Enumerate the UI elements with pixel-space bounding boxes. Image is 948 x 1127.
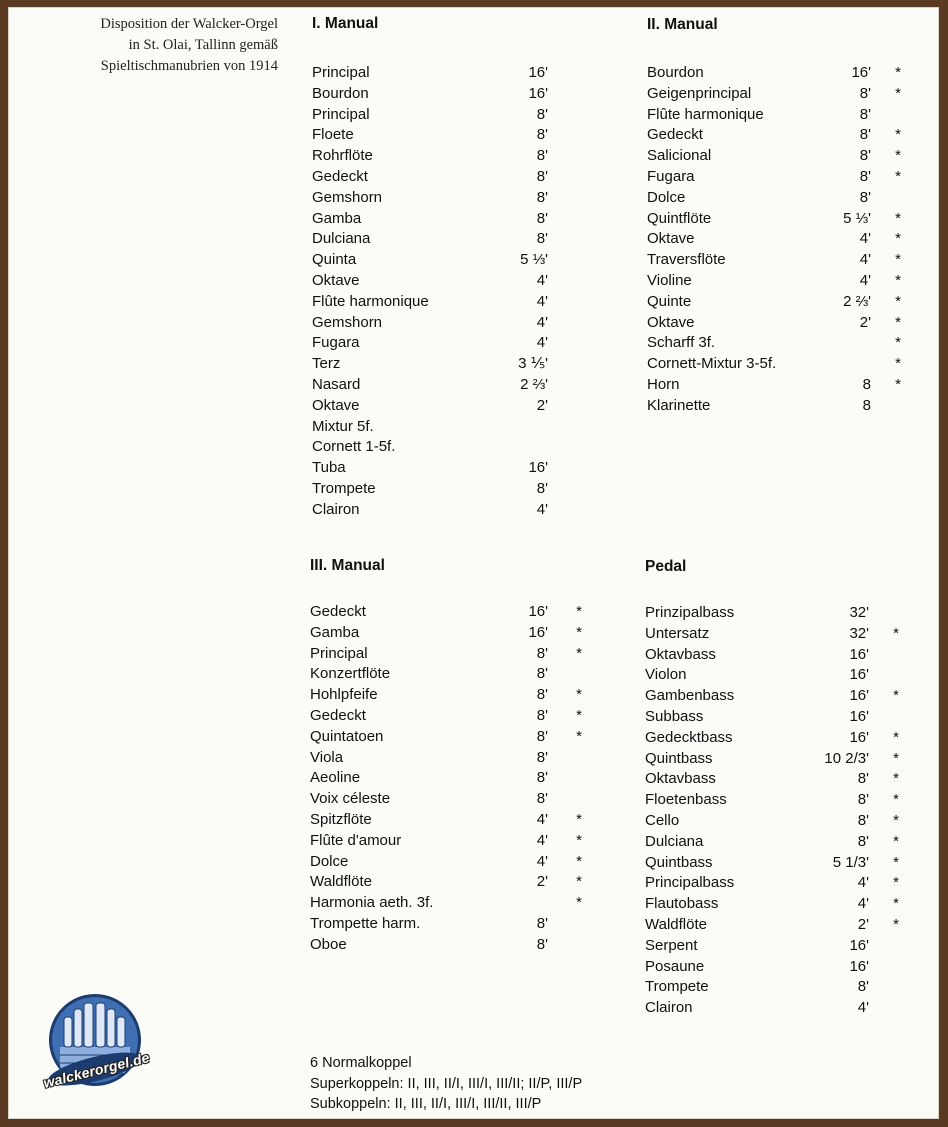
stop-name: Floete	[312, 126, 354, 144]
stop-footage: 8'	[857, 978, 869, 996]
stop-name: Gedecktbass	[645, 728, 733, 746]
stop-row	[647, 84, 901, 105]
stop-name: Violon	[645, 666, 687, 684]
stop-asterisk: *	[895, 334, 901, 352]
stop-name: Scharff 3f.	[647, 334, 716, 352]
stop-footage: 2 ⅔'	[520, 375, 548, 393]
caption-line: Disposition der Walcker-Orgel	[100, 16, 278, 32]
stop-footage: 16'	[849, 666, 869, 684]
stop-footage: 8'	[859, 188, 871, 206]
coupler-line: Subkoppeln: II, III, II/I, III/I, III/II, III/P	[310, 1096, 542, 1112]
stop-footage: 8'	[536, 790, 548, 808]
stop-footage: 4'	[536, 831, 548, 849]
stop-asterisk: *	[895, 375, 901, 393]
stop-row	[647, 188, 871, 209]
stop-name: Gedeckt	[312, 167, 368, 185]
stop-row	[312, 63, 548, 84]
manual-1-section	[312, 14, 548, 518]
stop-footage: 4'	[859, 271, 871, 289]
stop-name: Dolce	[647, 188, 686, 206]
stop-name: Rohrflöte	[312, 147, 373, 165]
stop-asterisk: *	[893, 895, 899, 913]
stop-asterisk: *	[895, 209, 901, 227]
stop-name: Bourdon	[647, 64, 704, 81]
stop-footage: 8'	[536, 748, 548, 766]
stop-row	[645, 665, 869, 686]
stop-footage: 4'	[857, 895, 869, 913]
stop-row	[312, 105, 548, 126]
section-title: Pedal	[645, 558, 687, 575]
stop-row	[312, 188, 548, 209]
stop-footage: 8'	[536, 914, 548, 932]
stop-row	[647, 354, 901, 375]
stop-asterisk: *	[895, 271, 901, 289]
stop-name: Oktave	[647, 313, 695, 331]
stop-asterisk: *	[895, 292, 901, 310]
stop-footage: 8'	[536, 706, 548, 724]
stop-row	[312, 333, 548, 354]
stop-row	[310, 685, 582, 706]
stop-footage: 4'	[859, 230, 871, 248]
stop-row	[312, 292, 548, 313]
stop-name: Violine	[647, 271, 692, 289]
stop-row	[645, 790, 899, 811]
stop-asterisk: *	[576, 831, 582, 849]
stop-row	[310, 602, 582, 623]
stop-footage: 4'	[536, 313, 548, 331]
stop-footage: 32'	[849, 604, 869, 621]
stop-row	[645, 977, 869, 998]
stop-row	[312, 396, 548, 417]
stop-row	[312, 458, 548, 479]
stop-footage: 3 ⅕'	[518, 355, 548, 373]
stop-footage: 4'	[536, 334, 548, 352]
stop-name: Bourdon	[312, 84, 369, 102]
stop-asterisk: *	[895, 84, 901, 102]
stop-row	[647, 167, 901, 188]
stop-footage: 4'	[536, 292, 548, 310]
stop-footage: 2'	[536, 873, 548, 891]
stop-name: Tuba	[312, 459, 346, 477]
stop-footage: 8'	[536, 105, 548, 123]
stop-row	[647, 209, 901, 230]
stop-name: Quintatoen	[310, 727, 384, 745]
stop-asterisk: *	[893, 811, 899, 829]
coupler-line: 6 Normalkoppel	[310, 1055, 412, 1071]
stop-asterisk: *	[893, 687, 899, 705]
stop-name: Harmonia aeth. 3f.	[310, 894, 434, 912]
stop-footage: 16'	[849, 728, 869, 746]
stop-footage: 10 2/3'	[824, 749, 869, 767]
stop-row	[647, 229, 901, 250]
stop-asterisk: *	[893, 915, 899, 933]
stop-name: Cornett-Mixtur 3-5f.	[647, 355, 777, 373]
stop-row	[310, 748, 548, 769]
stop-name: Oktavbass	[645, 770, 716, 788]
caption-line: Spieltischmanubrien von 1914	[100, 58, 278, 74]
stop-asterisk: *	[576, 644, 582, 662]
stop-name: Flûte harmonique	[312, 292, 429, 310]
stop-name: Oktave	[312, 271, 360, 289]
stop-asterisk: *	[895, 313, 901, 331]
stop-name: Viola	[310, 748, 344, 766]
stop-footage: 2'	[859, 313, 871, 331]
stop-name: Cello	[645, 811, 680, 829]
stop-name: Clairon	[645, 999, 693, 1017]
stop-asterisk: *	[893, 791, 899, 809]
stop-row	[647, 63, 901, 84]
stop-row	[645, 936, 869, 957]
stop-footage: 16'	[528, 459, 548, 477]
stop-footage: 16'	[528, 84, 548, 102]
stop-name: Posaune	[645, 957, 705, 975]
stop-row	[312, 167, 548, 188]
caption-line: in St. Olai, Tallinn gemäß	[128, 37, 278, 53]
stop-name: Salicional	[647, 147, 712, 165]
stop-row	[647, 375, 901, 396]
couplers-block	[310, 1053, 582, 1115]
stop-name: Gemshorn	[312, 313, 383, 331]
stop-footage: 8'	[859, 167, 871, 185]
stop-footage: 5 1/3'	[832, 853, 869, 871]
stop-footage: 4'	[857, 999, 869, 1017]
stop-name: Gambenbass	[645, 687, 735, 705]
stop-row	[645, 998, 869, 1019]
manual-3-section	[310, 556, 590, 953]
stop-footage: 8	[862, 396, 871, 414]
stop-row	[645, 749, 899, 770]
stop-asterisk: *	[576, 810, 582, 828]
stop-asterisk: *	[893, 832, 899, 850]
stop-footage: 8'	[536, 126, 548, 144]
stop-row	[310, 810, 582, 831]
stop-name: Konzertflöte	[310, 665, 391, 683]
stop-asterisk: *	[576, 727, 582, 745]
stop-asterisk: *	[893, 728, 899, 746]
stop-name: Flûte harmonique	[647, 105, 764, 123]
section-title: I. Manual	[312, 15, 379, 32]
stop-asterisk: *	[893, 624, 899, 642]
stop-row	[647, 333, 901, 354]
stop-name: Oktavbass	[645, 645, 716, 663]
stop-footage: 8'	[536, 727, 548, 745]
stop-name: Cornett 1-5f.	[312, 438, 396, 456]
pedal-section	[645, 557, 913, 1017]
stop-row	[310, 644, 582, 665]
stop-row	[312, 500, 548, 521]
stop-row	[645, 832, 899, 853]
stop-name: Subbass	[645, 707, 704, 725]
stop-row	[312, 354, 548, 375]
stop-footage: 8'	[857, 832, 869, 850]
stop-footage: 8'	[859, 147, 871, 165]
stop-asterisk: *	[576, 894, 582, 912]
stop-name: Gemshorn	[312, 188, 383, 206]
stop-asterisk: *	[576, 706, 582, 724]
stop-name: Quintbass	[645, 749, 713, 767]
stop-name: Principal	[312, 105, 370, 123]
stop-list	[310, 602, 582, 956]
stop-name: Gamba	[310, 623, 360, 641]
stop-name: Waldflöte	[310, 873, 372, 891]
stop-list	[312, 63, 548, 521]
stop-footage: 8'	[859, 84, 871, 102]
stop-name: Geigenprincipal	[647, 84, 752, 102]
stop-name: Hohlpfeife	[310, 686, 378, 704]
stop-row	[645, 873, 899, 894]
stop-asterisk: *	[895, 167, 901, 185]
stop-name: Flautobass	[645, 895, 719, 913]
stop-name: Dolce	[310, 852, 349, 870]
stop-row	[647, 396, 871, 417]
stop-name: Oktave	[312, 396, 360, 414]
stop-asterisk: *	[576, 603, 582, 620]
stop-footage: 2'	[857, 915, 869, 933]
stop-name: Dulciana	[312, 230, 371, 248]
stop-footage: 16'	[849, 687, 869, 705]
stop-asterisk: *	[895, 251, 901, 269]
stop-footage: 4'	[536, 271, 548, 289]
stop-footage: 8'	[857, 811, 869, 829]
stop-footage: 4'	[536, 810, 548, 828]
stop-row	[647, 292, 901, 313]
stop-footage: 8'	[536, 209, 548, 227]
stop-footage: 8'	[859, 126, 871, 144]
section-title: III. Manual	[310, 557, 385, 574]
stop-row	[310, 852, 582, 873]
stop-name: Horn	[647, 375, 680, 393]
stop-footage: 4'	[857, 874, 869, 892]
stop-footage: 2'	[536, 396, 548, 414]
stop-footage: 4'	[859, 251, 871, 269]
stop-row	[645, 728, 899, 749]
stop-name: Principal	[312, 64, 370, 81]
stop-footage: 16'	[528, 623, 548, 641]
stop-row	[310, 727, 582, 748]
stop-row	[312, 375, 548, 396]
stop-footage: 16'	[849, 957, 869, 975]
stop-name: Aeoline	[310, 769, 361, 787]
stop-name: Floetenbass	[645, 791, 727, 809]
stop-footage: 4'	[536, 852, 548, 870]
section-title: II. Manual	[647, 16, 718, 33]
logo-text: walckerorgel.de	[41, 1049, 152, 1091]
stop-footage: 8'	[536, 147, 548, 165]
stop-row	[645, 811, 899, 832]
stop-name: Serpent	[645, 936, 698, 954]
stop-footage: 8'	[536, 686, 548, 704]
stop-name: Waldflöte	[645, 915, 707, 933]
stop-row	[645, 894, 899, 915]
stop-footage: 16'	[849, 645, 869, 663]
stop-row	[645, 853, 899, 874]
stop-row	[647, 250, 901, 271]
stop-name: Trompete	[312, 479, 376, 497]
stop-row	[310, 872, 582, 893]
stop-asterisk: *	[576, 873, 582, 891]
stop-list	[645, 603, 899, 1019]
stop-name: Flûte d'amour	[310, 831, 402, 849]
stop-footage: 16'	[528, 603, 548, 620]
stop-footage: 8'	[857, 791, 869, 809]
stop-asterisk: *	[576, 686, 582, 704]
stop-row	[312, 125, 548, 146]
stop-footage: 8'	[536, 644, 548, 662]
stop-asterisk: *	[895, 147, 901, 165]
stop-row	[310, 914, 548, 935]
stop-footage: 8'	[536, 479, 548, 497]
stop-row	[310, 831, 582, 852]
stop-list	[647, 63, 901, 417]
stop-asterisk: *	[895, 230, 901, 248]
stop-asterisk: *	[895, 126, 901, 144]
stop-row	[310, 623, 582, 644]
stop-asterisk: *	[895, 64, 901, 81]
stop-name: Oktave	[647, 230, 695, 248]
stop-name: Trompette harm.	[310, 914, 421, 932]
stop-row	[310, 768, 548, 789]
stop-name: Oboe	[310, 935, 347, 953]
stop-name: Traversflöte	[647, 251, 726, 269]
stop-row	[312, 479, 548, 500]
stop-name: Fugara	[312, 334, 360, 352]
stop-name: Trompete	[645, 978, 709, 996]
stop-footage: 8'	[536, 665, 548, 683]
stop-name: Quinta	[312, 251, 357, 269]
stop-row	[647, 125, 901, 146]
stop-row	[312, 84, 548, 105]
stop-footage: 8'	[536, 230, 548, 248]
stop-row	[645, 769, 899, 790]
stop-name: Prinzipalbass	[645, 604, 735, 621]
stop-row	[645, 686, 899, 707]
stop-row	[647, 146, 901, 167]
stop-row	[645, 603, 869, 624]
stop-footage: 5 ⅓'	[843, 209, 871, 227]
stop-row	[312, 417, 548, 438]
stop-row	[647, 271, 901, 292]
stop-name: Untersatz	[645, 624, 710, 642]
stop-row	[312, 146, 548, 167]
stop-footage: 5 ⅓'	[520, 251, 548, 269]
stop-name: Terz	[312, 355, 341, 373]
stop-row	[312, 250, 548, 271]
stop-row	[310, 935, 548, 956]
stop-row	[310, 789, 548, 810]
stop-footage: 8'	[536, 167, 548, 185]
stop-footage: 16'	[849, 936, 869, 954]
stop-footage: 8'	[859, 105, 871, 123]
stop-footage: 8'	[536, 188, 548, 206]
stop-row	[312, 313, 548, 334]
stop-name: Principal	[310, 644, 368, 662]
coupler-line: Superkoppeln: II, III, II/I, III/I, III/II; II/P, III/P	[310, 1075, 583, 1092]
stop-row	[310, 706, 582, 727]
stop-name: Quintflöte	[647, 209, 712, 227]
stop-asterisk: *	[893, 874, 899, 892]
stop-footage: 2 ⅔'	[843, 292, 871, 310]
stop-row	[645, 645, 869, 666]
stop-footage: 16'	[851, 64, 871, 81]
stop-row	[645, 624, 899, 645]
stop-asterisk: *	[576, 623, 582, 641]
stop-asterisk: *	[893, 770, 899, 788]
stop-name: Fugara	[647, 167, 695, 185]
stop-footage: 8'	[536, 769, 548, 787]
stop-footage: 8'	[536, 935, 548, 953]
stop-row	[645, 957, 869, 978]
stop-footage: 8	[862, 375, 871, 393]
stop-name: Quinte	[647, 292, 692, 310]
stop-row	[647, 313, 901, 334]
stop-row	[312, 209, 548, 230]
stop-row	[312, 271, 548, 292]
stop-name: Nasard	[312, 375, 361, 393]
stop-name: Gedeckt	[310, 706, 366, 724]
stop-footage: 16'	[528, 64, 548, 81]
stop-name: Gedeckt	[647, 126, 703, 144]
stop-asterisk: *	[895, 355, 901, 373]
stop-row	[310, 893, 582, 914]
stop-asterisk: *	[893, 749, 899, 767]
stop-name: Quintbass	[645, 853, 713, 871]
stop-name: Gamba	[312, 209, 362, 227]
stop-footage: 32'	[849, 624, 869, 642]
stop-name: Clairon	[312, 500, 360, 518]
caption	[60, 14, 278, 77]
stop-name: Principalbass	[645, 874, 735, 892]
stop-row	[312, 229, 548, 250]
stop-asterisk: *	[576, 852, 582, 870]
stop-row	[645, 915, 899, 936]
stop-name: Mixtur 5f.	[312, 417, 374, 435]
stop-row	[647, 105, 871, 126]
stop-row	[312, 437, 548, 458]
stop-row	[645, 707, 869, 728]
manual-2-section	[647, 15, 915, 414]
stop-name: Voix céleste	[310, 790, 391, 808]
stop-asterisk: *	[893, 853, 899, 871]
stop-name: Dulciana	[645, 832, 704, 850]
stop-footage: 8'	[857, 770, 869, 788]
stop-name: Klarinette	[647, 396, 711, 414]
stop-name: Gedeckt	[310, 603, 366, 620]
stop-name: Spitzflöte	[310, 810, 372, 828]
stop-footage: 4'	[536, 500, 548, 518]
stop-row	[310, 664, 548, 685]
stop-footage: 16'	[849, 707, 869, 725]
